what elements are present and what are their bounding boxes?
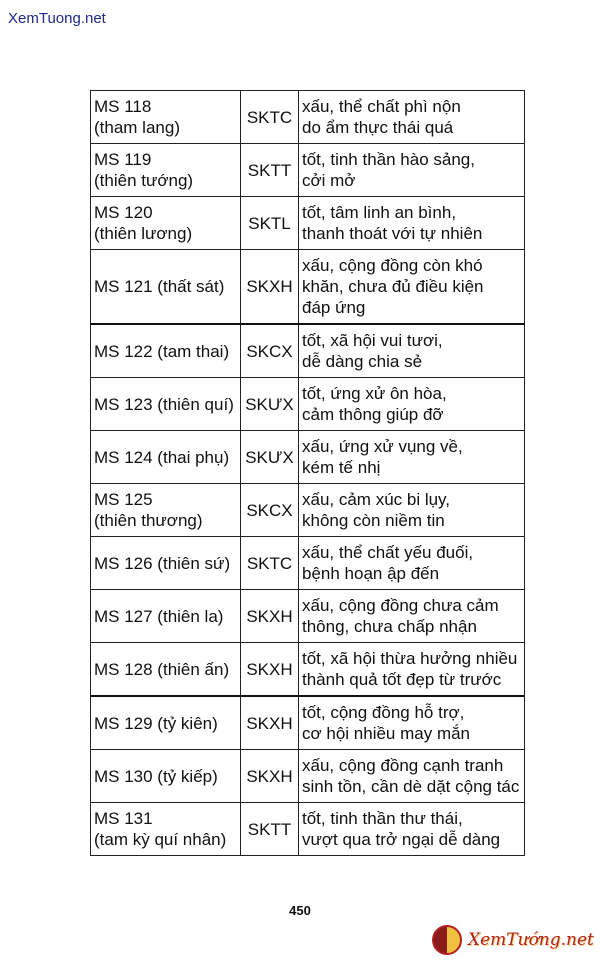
row-code: SKTT [241, 144, 299, 197]
row-desc: xấu, cảm xúc bi lụy, không còn niềm tin [299, 484, 525, 537]
row-name: MS 127 (thiên la) [91, 590, 241, 643]
row-code: SKƯX [241, 431, 299, 484]
table-row [91, 324, 525, 378]
page-number: 450 [289, 903, 311, 918]
row-code: SKCX [241, 324, 299, 378]
row-desc: tốt, cộng đồng hỗ trợ, cơ hội nhiều may mắn [299, 696, 525, 750]
row-name: MS 119 (thiên tướng) [91, 144, 241, 197]
row-name: MS 122 (tam thai) [91, 324, 241, 378]
row-code: SKXH [241, 250, 299, 325]
row-name: MS 131 (tam kỳ quí nhân) [91, 803, 241, 856]
row-desc: tốt, tâm linh an bình, thanh thoát với tự nhiên [299, 197, 525, 250]
table-row [91, 643, 525, 697]
row-desc: tốt, tinh thần hào sảng, cởi mở [299, 144, 525, 197]
table-row [91, 696, 525, 750]
row-name: MS 118 (tham lang) [91, 91, 241, 144]
table-row [91, 378, 525, 431]
row-name: MS 125 (thiên thương) [91, 484, 241, 537]
table-row [91, 91, 525, 144]
row-desc: tốt, xã hội vui tươi, dễ dàng chia sẻ [299, 324, 525, 378]
row-name: MS 120 (thiên lương) [91, 197, 241, 250]
row-code: SKTC [241, 537, 299, 590]
table-row [91, 250, 525, 325]
row-desc: xấu, ứng xử vụng về, kém tế nhị [299, 431, 525, 484]
row-desc: tốt, ứng xử ôn hòa, cảm thông giúp đỡ [299, 378, 525, 431]
row-name: MS 126 (thiên sứ) [91, 537, 241, 590]
yin-yang-icon [432, 925, 462, 955]
row-code: SKXH [241, 643, 299, 697]
row-name: MS 128 (thiên ấn) [91, 643, 241, 697]
table-row [91, 803, 525, 856]
table-row [91, 590, 525, 643]
row-desc: xấu, thể chất yếu đuối, bệnh hoạn ập đến [299, 537, 525, 590]
table-row [91, 144, 525, 197]
table-row [91, 484, 525, 537]
table-row [91, 750, 525, 803]
row-name: MS 130 (tỷ kiếp) [91, 750, 241, 803]
row-desc: tốt, xã hội thừa hưởng nhiều thành quả tốt đẹp từ trước [299, 643, 525, 697]
row-code: SKTC [241, 91, 299, 144]
row-desc: xấu, cộng đồng cạnh tranh sinh tồn, cần dè dặt cộng tác [299, 750, 525, 803]
row-code: SKXH [241, 590, 299, 643]
row-desc: tốt, tinh thần thư thái, vượt qua trở ngại dễ dàng [299, 803, 525, 856]
row-code: SKTL [241, 197, 299, 250]
row-code: SKƯX [241, 378, 299, 431]
row-name: MS 121 (thất sát) [91, 250, 241, 325]
table-row [91, 537, 525, 590]
row-name: MS 123 (thiên quí) [91, 378, 241, 431]
row-desc: xấu, cộng đồng còn khó khăn, chưa đủ điều kiện đáp ứng [299, 250, 525, 325]
row-desc: xấu, cộng đồng chưa cảm thông, chưa chấp nhận [299, 590, 525, 643]
row-name: MS 124 (thai phụ) [91, 431, 241, 484]
table-row [91, 197, 525, 250]
row-code: SKXH [241, 750, 299, 803]
row-desc: xấu, thể chất phì nộn do ẩm thực thái quá [299, 91, 525, 144]
site-logo[interactable] [432, 922, 592, 958]
ms-table [90, 90, 525, 856]
table-row [91, 431, 525, 484]
row-name: MS 129 (tỷ kiên) [91, 696, 241, 750]
row-code: SKCX [241, 484, 299, 537]
row-code: SKXH [241, 696, 299, 750]
row-code: SKTT [241, 803, 299, 856]
site-header-link[interactable]: XemTuong.net [8, 10, 106, 27]
logo-text: XemTướng.net [468, 930, 594, 950]
